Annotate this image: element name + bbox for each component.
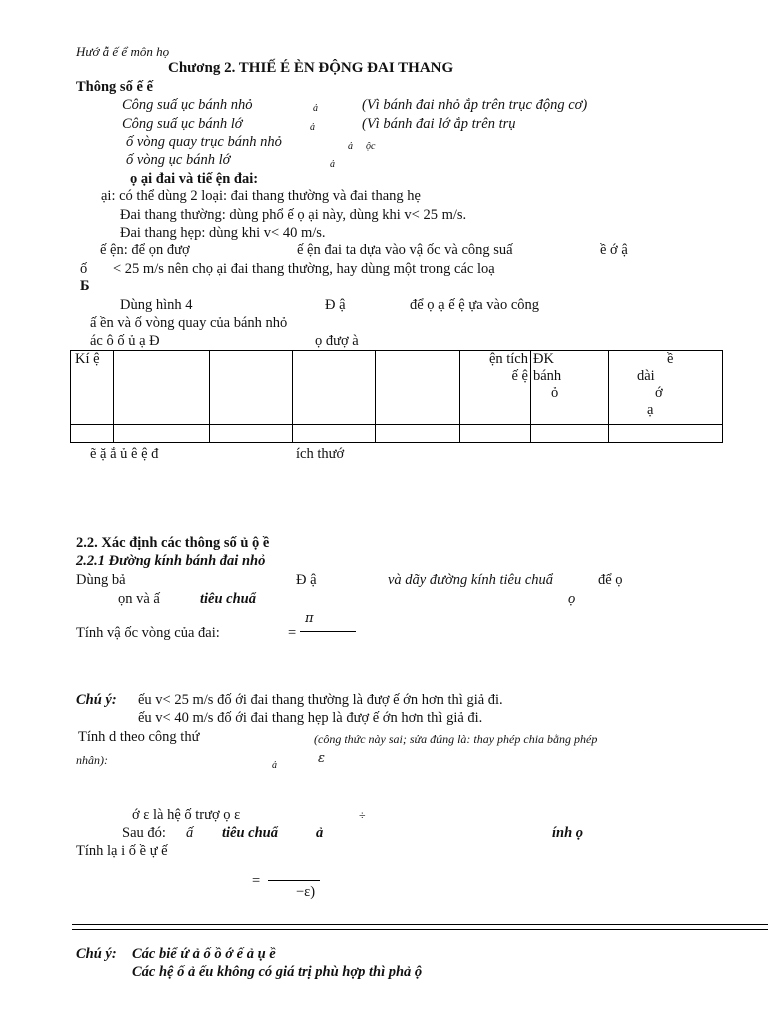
table-header-symbol: Kí ệ — [71, 351, 114, 425]
section2-line1d: để ọ — [598, 572, 623, 588]
section1-line4c: ề ớ ậ — [600, 242, 628, 258]
slip-coefficient-line: ớ ε là hệ ố trượ ọ ε — [132, 807, 241, 823]
belt-parameter-table — [70, 350, 723, 443]
param-power-large-pulley-note: (Vì bánh đai lớ ắp trên trụ — [362, 116, 516, 132]
section1-line4b: ế ện đai ta dựa vào vậ ốc và công suấ — [297, 242, 513, 258]
section2-line2b: tiêu chuẩ — [200, 591, 256, 607]
section1-line9b: ọ đượ à — [315, 333, 359, 349]
diameter-calc-note-2: nhân): — [76, 753, 108, 767]
then-label: Sau đó: — [122, 825, 166, 841]
table-header-cell-2 — [114, 351, 210, 425]
footer-note-label: Chú ý: — [76, 946, 117, 962]
belt-speed-equals: = — [288, 625, 297, 641]
divider-line-top — [72, 924, 768, 925]
then-standard: tiêu chuẩ — [222, 825, 278, 841]
section2-line2a: ọn và ấ — [118, 591, 160, 607]
then-e: ính ọ — [552, 825, 584, 841]
table-header-row — [71, 351, 723, 425]
belt-speed-fraction-bar — [300, 631, 356, 632]
params-heading: Thông số ế ế — [76, 79, 153, 95]
section1-line5a: ố — [80, 261, 88, 277]
diameter-calc-unit: ả — [272, 760, 277, 771]
belt-speed-label: Tính vậ ốc vòng của đai: — [76, 625, 220, 641]
table-header-diameter: ĐK bánh ỏ — [531, 351, 609, 425]
section2-heading: 2.2. Xác định các thông số ủ ộ ề — [76, 535, 270, 551]
recalc-label: Tính lạ i ố ề ự ế — [76, 843, 168, 859]
table-header-cell-3 — [210, 351, 293, 425]
param-speed-small-pulley-unit-2: ộc — [366, 141, 376, 152]
param-power-large-pulley-unit: ả — [310, 122, 315, 133]
section2-line2c: ọ — [568, 591, 576, 607]
section1-line6: Б — [80, 278, 90, 294]
table-header-cell-5 — [376, 351, 460, 425]
diameter-calc-label: Tính d theo công thứ — [78, 729, 200, 745]
param-power-small-pulley-unit: ả — [313, 103, 318, 114]
section2-subheading: 2.2.1 Đường kính bánh đai nhỏ — [76, 553, 266, 569]
speed-note-line1: ếu v< 25 m/s đố ới đai thang thường là đượ ế ớn hơn thì giả đi. — [138, 692, 503, 708]
section1-line2: Đai thang thường: dùng phổ ế ọ ại này, dùng khi v< 25 m/s. — [120, 207, 467, 223]
table-caption-b: ích thướ — [296, 446, 345, 462]
speed-note-line2: ếu v< 40 m/s đố ới đai thang hẹp là đượ ế ớn hơn thì giả đi. — [138, 710, 483, 726]
table-header-area: ện tích ế ệ — [460, 351, 531, 425]
param-speed-small-pulley: ố vòng quay trục bánh nhỏ — [126, 134, 282, 150]
recalc-fraction-bar — [268, 880, 320, 881]
param-speed-small-pulley-unit: ả — [348, 141, 353, 152]
recalc-denominator: −ε) — [296, 884, 316, 900]
chapter-title: Chương 2. THIẾ É ÈN ĐỘNG ĐAI THANG — [168, 60, 454, 76]
section2-line1c: và dãy đường kính tiêu chuẩ — [388, 572, 554, 588]
then-d: ả — [316, 825, 324, 841]
document-subtitle: Hướ ẫ ế ể môn họ — [76, 44, 170, 59]
section1-line1: ại: có thể dùng 2 loại: đai thang thường và đai thang hẹ — [101, 188, 421, 204]
section2-line1b: Đ ậ — [296, 572, 317, 588]
section1-line3: Đai thang hẹp: dùng khi v< 40 m/s. — [120, 225, 326, 241]
table-header-cell-4 — [293, 351, 376, 425]
then-b: ấ — [186, 825, 194, 841]
param-speed-large-pulley-unit: ả — [330, 159, 335, 170]
divider-line-bottom — [72, 929, 768, 930]
footer-note-line2: Các hệ ố ả ếu không có giá trị phù hợp thì phả ộ — [132, 964, 423, 980]
epsilon-symbol: ε — [318, 751, 325, 766]
table-caption-a: ẽ ặ ắ ủ ê ệ đ — [90, 446, 159, 462]
section1-line8: ấ ền và ố vòng quay của bánh nhỏ — [90, 315, 288, 331]
section1-line7a: Dùng hình 4 — [120, 297, 193, 313]
section1-line7c: để ọ ạ ế ệ ựa vào công — [410, 297, 540, 313]
table-header-length: ề dài ớ ạ — [609, 351, 723, 425]
section1-line9a: ác ô ố ủ ạ Đ — [90, 333, 160, 349]
pi-symbol: π — [305, 611, 314, 626]
slip-range-divider: ÷ — [359, 808, 366, 822]
param-power-small-pulley: Công suấ ục bánh nhỏ — [122, 97, 253, 113]
param-speed-large-pulley: ố vòng ục bánh lớ — [126, 152, 231, 168]
section1-line7b: Đ ậ — [325, 297, 346, 313]
section2-line1a: Dùng bả — [76, 572, 126, 588]
param-power-large-pulley: Công suấ ục bánh lớ — [122, 116, 243, 132]
footer-note-line1: Các biể ứ ả ố ồ ớ ế ả ụ ề — [132, 946, 276, 962]
recalc-equals: = — [252, 873, 261, 889]
param-power-small-pulley-note: (Vì bánh đai nhỏ ắp trên trục động cơ) — [362, 97, 588, 113]
section1-line5b: < 25 m/s nên chọ ại đai thang thường, hay dùng một trong các loạ — [113, 261, 495, 277]
section1-line4a: ế ện: để ọn đượ — [100, 242, 190, 258]
section1-heading: ọ ại đai và tiế ện đai: — [130, 171, 259, 187]
diameter-calc-note: (công thức này sai; sửa đúng là: thay phép chia bằng phép — [314, 732, 598, 746]
table-row — [71, 425, 723, 443]
speed-note-label: Chú ý: — [76, 692, 117, 708]
